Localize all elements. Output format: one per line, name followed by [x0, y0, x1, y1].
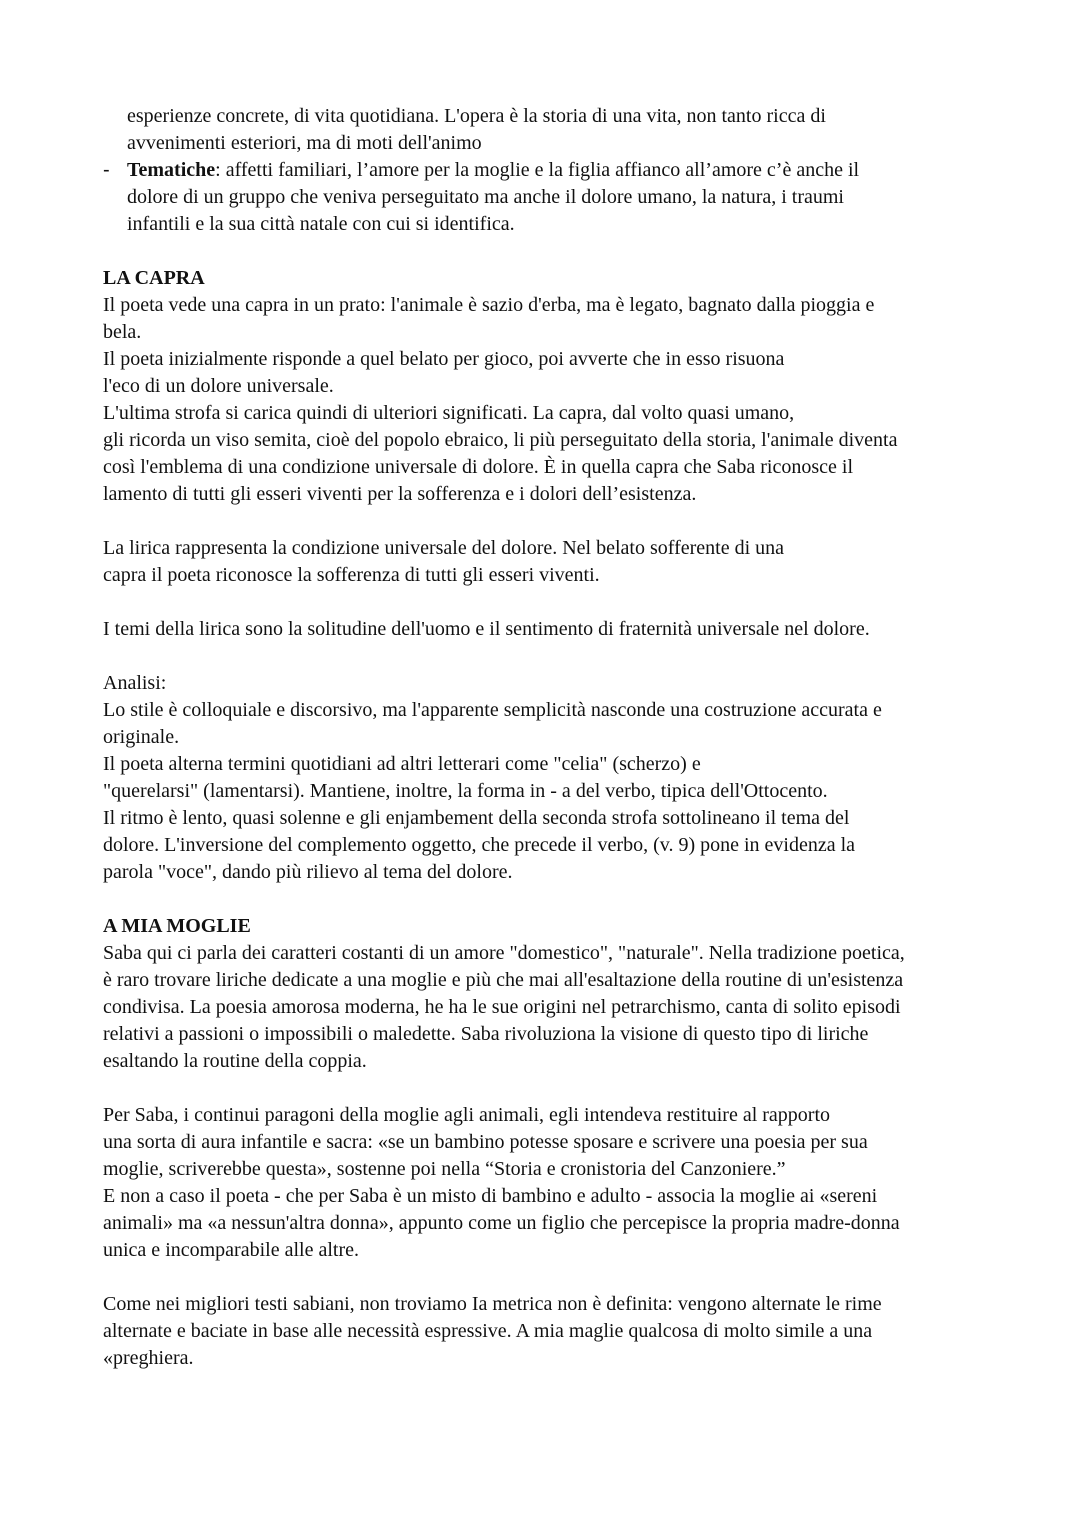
text-line: dolore di un gruppo che veniva perseguitato ma anche il dolore umano, la natura, i traumi: [127, 186, 844, 208]
text-line: Il poeta inizialmente risponde a quel belato per gioco, poi avverte che in esso risuona: [103, 348, 785, 370]
text-line: originale.: [103, 726, 180, 748]
section-heading: A MIA MOGLIE: [103, 915, 251, 937]
text-line: relativi a passioni o impossibili o maledette. Saba rivoluziona la visione di questo tipo di liriche: [103, 1023, 869, 1045]
text-line: La lirica rappresenta la condizione universale del dolore. Nel belato sofferente di una: [103, 537, 785, 559]
section-a-mia-moglie: [103, 913, 993, 1372]
text-line: alternate e baciate in base alle necessità espressive. A mia maglie qualcosa di molto simile a una: [103, 1320, 873, 1342]
paragraph: [103, 1102, 993, 1264]
text-line: Il poeta vede una capra in un prato: l'animale è sazio d'erba, ma è legato, bagnato dalla pioggia e: [103, 294, 875, 316]
paragraph-gap: [103, 238, 993, 265]
text-line: dolore. L'inversione del complemento oggetto, che precede il verbo, (v. 9) pone in evidenza la: [103, 834, 856, 856]
paragraph-gap: [103, 1264, 993, 1291]
paragraph: [103, 940, 993, 1075]
text-line: unica e incomparabile alle altre.: [103, 1239, 359, 1261]
paragraph: [103, 535, 993, 589]
text-line: esperienze concrete, di vita quotidiana. L'opera è la storia di una vita, non tanto ricca di: [127, 105, 826, 127]
text-line: Come nei migliori testi sabiani, non troviamo Ia metrica non è definita: vengono alternate le rime: [103, 1293, 882, 1315]
text-line: "querelarsi" (lamentarsi). Mantiene, inoltre, la forma in - a del verbo, tipica dell'Ottocento.: [103, 780, 828, 802]
paragraph-gap: [103, 1075, 993, 1102]
text-line: lamento di tutti gli esseri viventi per la sofferenza e i dolori dell’esistenza.: [103, 483, 697, 505]
text-line: moglie, scriverebbe questa», sostenne poi nella “Storia e cronistoria del Canzoniere.”: [103, 1158, 786, 1180]
text-line: [127, 157, 993, 184]
text-line: E non a caso il poeta - che per Saba è un misto di bambino e adulto - associa la moglie ai «sereni: [103, 1185, 878, 1207]
paragraph-gap: [103, 589, 993, 616]
text-line: infantili e la sua città natale con cui si identifica.: [127, 213, 515, 235]
text-line: Il poeta alterna termini quotidiani ad altri letterari come "celia" (scherzo) e: [103, 753, 701, 775]
text-line: una sorta di aura infantile e sacra: «se un bambino potesse sposare e scrivere una poesia per sua: [103, 1131, 868, 1153]
text-line: Saba qui ci parla dei caratteri costanti di un amore "domestico", "naturale". Nella tradizione poetica,: [103, 942, 905, 964]
text-line: Il ritmo è lento, quasi solenne e gli enjambement della seconda strofa sottolineano il tema del: [103, 807, 850, 829]
text-line: L'ultima strofa si carica quindi di ulteriori significati. La capra, dal volto quasi umano,: [103, 402, 795, 424]
text-line: l'eco di un dolore universale.: [103, 375, 334, 397]
section-la-capra: [103, 265, 993, 886]
paragraph: [103, 1291, 993, 1372]
paragraph-gap: [103, 643, 993, 670]
text-line: animali» ma «a nessun'altra donna», appunto come un figlio che percepisce la propria madre-donna: [103, 1212, 900, 1234]
text-line: esaltando la routine della coppia.: [103, 1050, 367, 1072]
bullet-term: Tematiche: [127, 159, 216, 181]
bullet-text: : affetti familiari, l’amore per la moglie e la figlia affianco all’amore c’è anche il: [215, 159, 860, 181]
text-line: Lo stile è colloquiale e discorsivo, ma l'apparente semplicità nasconde una costruzione accurata e: [103, 699, 882, 721]
text-line: avvenimenti esteriori, ma di moti dell'animo: [127, 132, 482, 154]
paragraph: [103, 292, 993, 508]
text-line: I temi della lirica sono la solitudine dell'uomo e il sentimento di fraternità universale nel dolore.: [103, 618, 870, 640]
bullet-tematiche: [103, 157, 993, 238]
text-line: gli ricorda un viso semita, cioè del popolo ebraico, li più perseguitato della storia, l'animale diventa: [103, 429, 898, 451]
text-line: Analisi:: [103, 672, 167, 694]
text-line: capra il poeta riconosce la sofferenza di tutti gli esseri viventi.: [103, 564, 600, 586]
text-line: parola "voce", dando più rilievo al tema del dolore.: [103, 861, 513, 883]
section-heading: LA CAPRA: [103, 267, 205, 289]
document-page: [103, 103, 993, 1372]
paragraph: [103, 616, 993, 643]
text-line: è raro trovare liriche dedicate a una moglie e più che mai all'esaltazione della routine di un'esistenza: [103, 969, 904, 991]
text-line: «preghiera.: [103, 1347, 194, 1369]
paragraph-gap: [103, 508, 993, 535]
bullet-dash: -: [103, 159, 110, 181]
intro-continuation: [103, 103, 993, 157]
paragraph-gap: [103, 886, 993, 913]
text-line: Per Saba, i continui paragoni della moglie agli animali, egli intendeva restituire al rapporto: [103, 1104, 831, 1126]
text-line: bela.: [103, 321, 142, 343]
text-line: condivisa. La poesia amorosa moderna, he ha le sue origini nel petrarchismo, canta di solito episodi: [103, 996, 901, 1018]
paragraph-analisi: [103, 670, 993, 886]
text-line: così l'emblema di una condizione universale di dolore. È in quella capra che Saba riconosce il: [103, 456, 853, 478]
